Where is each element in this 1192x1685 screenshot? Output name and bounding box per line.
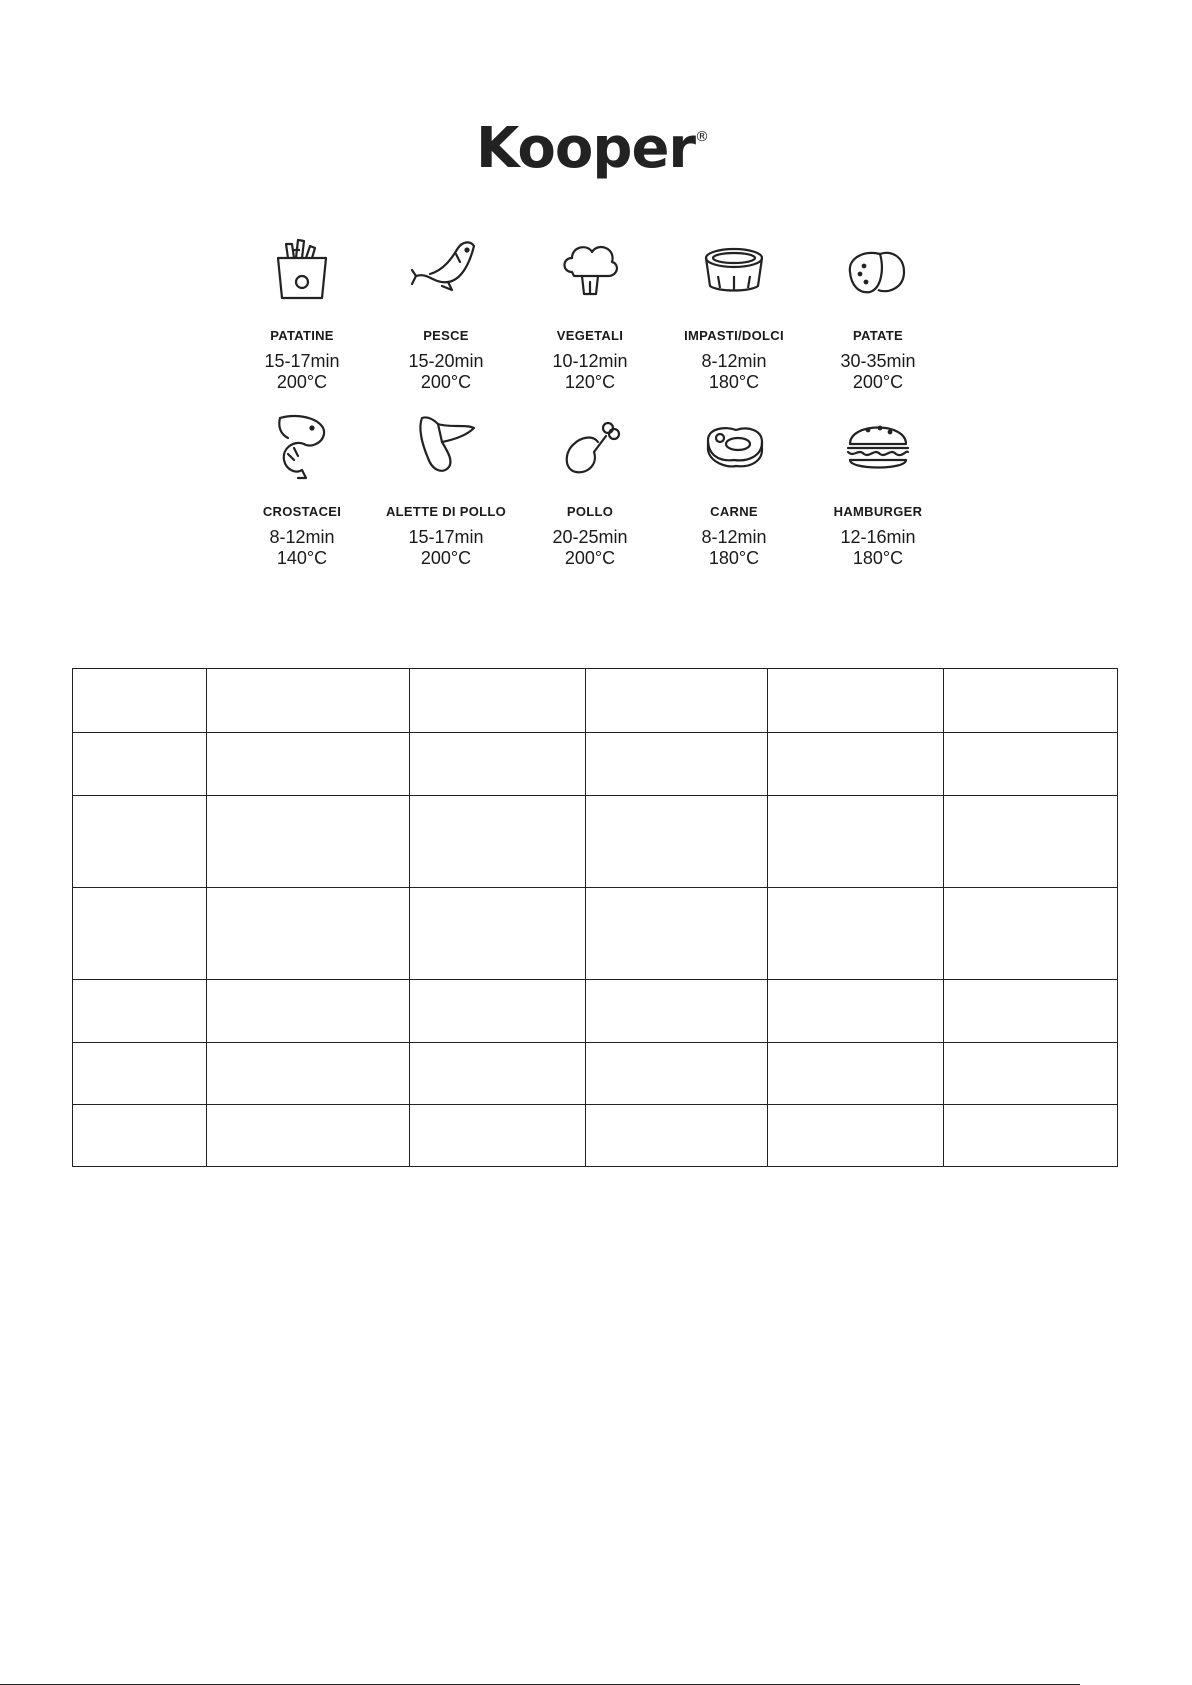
table-cell [586,796,768,888]
food-item-pesce [374,232,518,408]
food-name: ALETTE DI POLLO [385,504,507,519]
table-cell [410,796,586,888]
table-cell [768,1043,944,1105]
food-name: VEGETALI [556,328,624,343]
table-cell [73,1105,207,1167]
table-cell [768,1105,944,1167]
food-time: 10-12min [552,351,628,371]
table-cell [410,888,586,980]
broccoli-icon [552,232,628,308]
table-row [73,1105,1118,1167]
food-temp: 200°C [276,372,328,392]
food-name: PATATINE [270,328,334,343]
food-temp: 200°C [564,548,616,568]
table-cell [944,733,1118,796]
food-temp: 180°C [708,372,760,392]
food-name: PATATE [853,328,903,343]
food-item-patate [806,232,950,408]
table-cell [768,980,944,1043]
table-row [73,888,1118,980]
table-cell [73,980,207,1043]
table-cell [586,1105,768,1167]
table-cell [586,669,768,733]
food-name: PESCE [423,328,469,343]
table-cell [944,980,1118,1043]
food-item-pollo [518,408,662,584]
table-cell [207,733,410,796]
food-grid [230,232,950,584]
table-cell [586,1043,768,1105]
table-cell [207,1043,410,1105]
food-name: IMPASTI/DOLCI [684,328,784,343]
potato-icon [840,232,916,308]
table-cell [410,1105,586,1167]
table-cell [207,669,410,733]
food-time: 12-16min [840,527,916,547]
food-temp: 200°C [420,372,472,392]
drumstick-icon [552,408,628,484]
table-cell [73,796,207,888]
table-cell [207,1105,410,1167]
registered-mark: ® [695,129,709,146]
cake-pan-icon [696,232,772,308]
food-item-alette-di-pollo [374,408,518,584]
table-cell [944,1043,1118,1105]
fries-icon [264,232,340,308]
table-row [73,980,1118,1043]
table-cell [944,1105,1118,1167]
table-cell [944,669,1118,733]
food-name: HAMBURGER [833,504,923,519]
table-cell [207,796,410,888]
food-temp: 180°C [708,548,760,568]
table-row [73,1043,1118,1105]
table-cell [586,980,768,1043]
food-time: 20-25min [552,527,628,547]
chicken-wing-icon [408,408,484,484]
food-time: 8-12min [269,527,335,547]
hamburger-icon [840,408,916,484]
table-row [73,733,1118,796]
table-cell [410,669,586,733]
food-temp: 200°C [420,548,472,568]
food-item-impasti-dolci [662,232,806,408]
table-row [73,796,1118,888]
table-cell [73,733,207,796]
table-cell [586,888,768,980]
food-row-2 [230,408,950,584]
blank-table [72,668,1118,1167]
food-item-vegetali [518,232,662,408]
food-time: 8-12min [701,527,767,547]
food-name: POLLO [566,504,614,519]
table-cell [73,1043,207,1105]
table-cell [410,980,586,1043]
table-cell [944,888,1118,980]
food-row-1 [230,232,950,408]
steak-icon [696,408,772,484]
table-cell [207,980,410,1043]
food-item-patatine [230,232,374,408]
table-cell [768,733,944,796]
food-time: 8-12min [701,351,767,371]
food-name: CARNE [710,504,758,519]
table-cell [768,796,944,888]
food-item-carne [662,408,806,584]
table-cell [73,669,207,733]
table-cell [207,888,410,980]
food-time: 30-35min [840,351,916,371]
table-cell [586,733,768,796]
food-item-hamburger [806,408,950,584]
food-name: CROSTACEI [262,504,342,519]
food-temp: 140°C [276,548,328,568]
table-cell [73,888,207,980]
table-cell [410,733,586,796]
brand-name: Kooper [476,116,696,181]
food-time: 15-17min [408,527,484,547]
table-cell [768,888,944,980]
food-time: 15-20min [408,351,484,371]
food-temp: 180°C [852,548,904,568]
table-cell [410,1043,586,1105]
brand-logo [476,116,708,181]
fish-icon [408,232,484,308]
food-temp: 120°C [564,372,616,392]
shrimp-icon [264,408,340,484]
table-cell [944,796,1118,888]
table-cell [768,669,944,733]
food-item-crostacei [230,408,374,584]
table-row [73,669,1118,733]
food-time: 15-17min [264,351,340,371]
food-temp: 200°C [852,372,904,392]
